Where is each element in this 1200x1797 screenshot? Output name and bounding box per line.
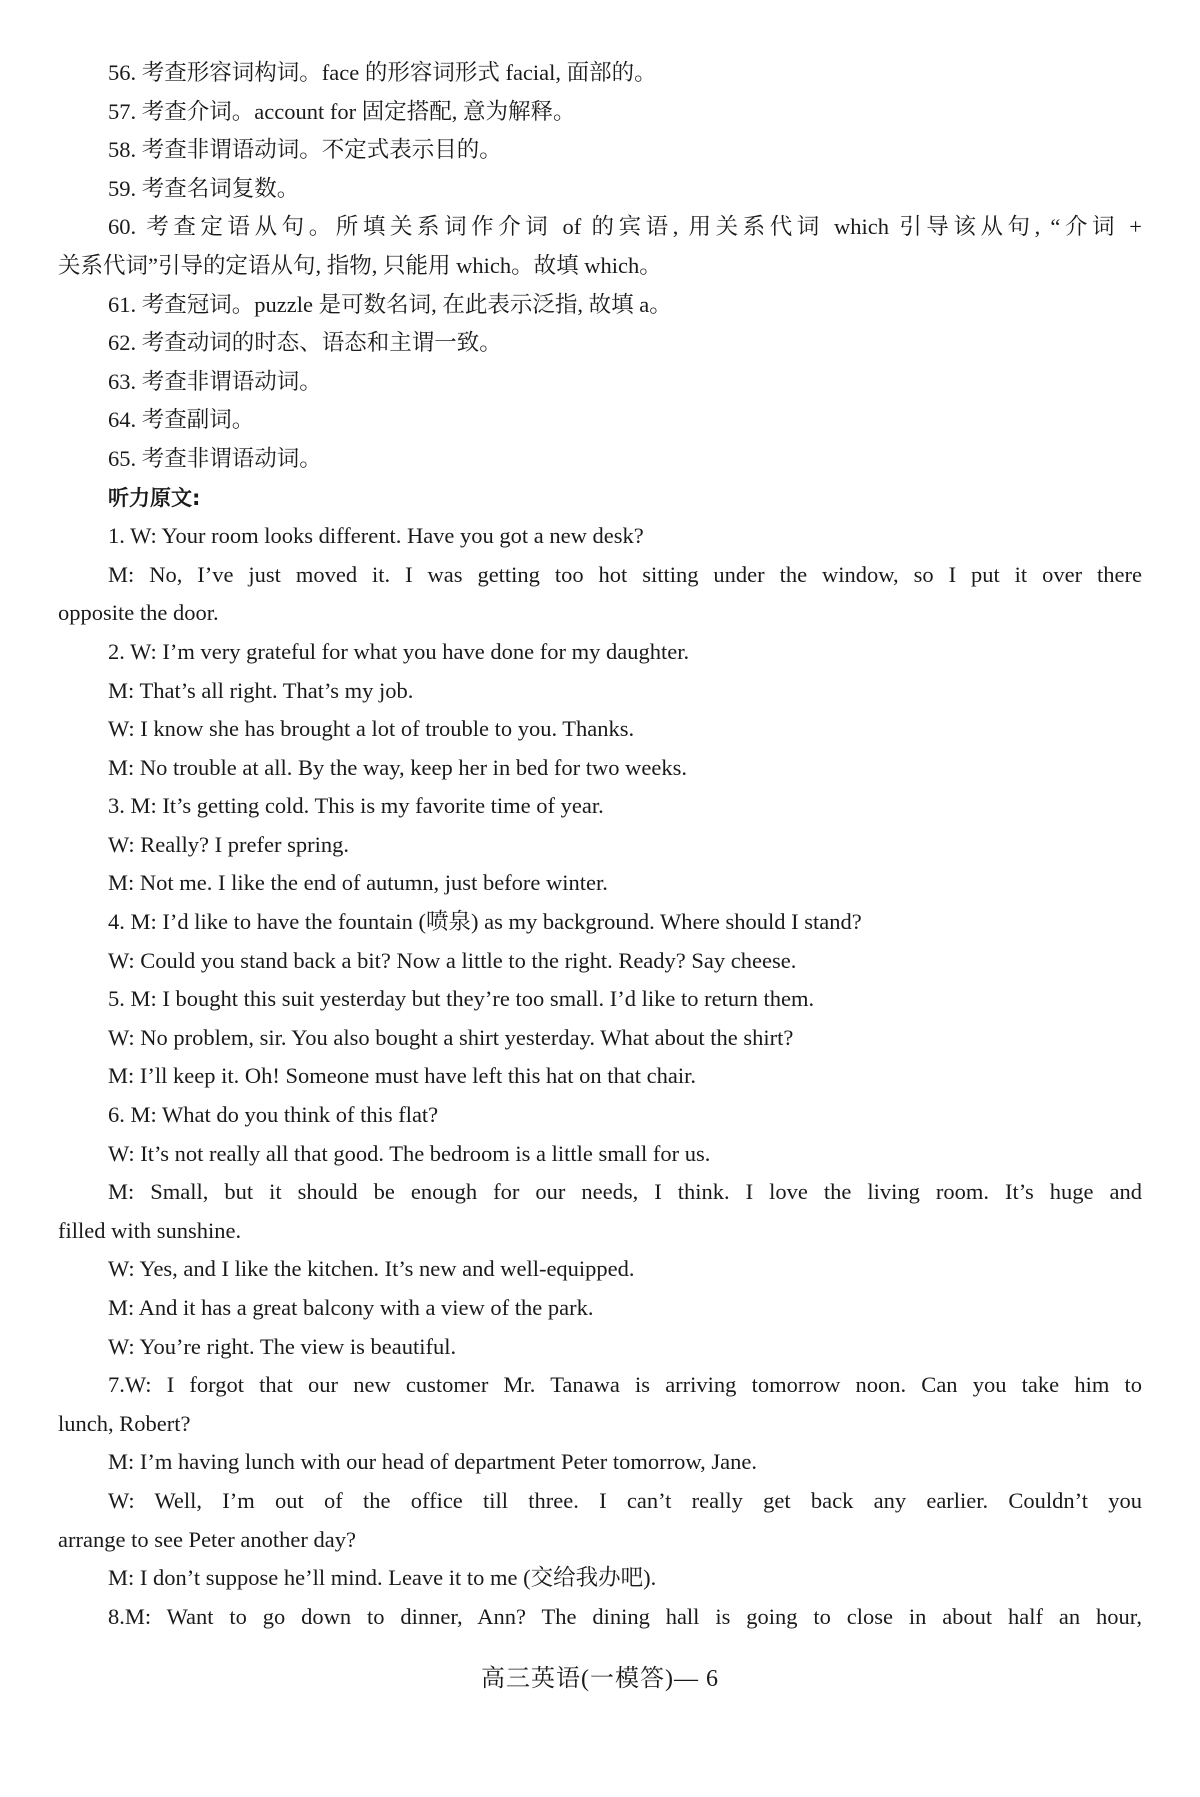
text-line: W: I know she has brought a lot of trouble to you. Thanks. <box>108 716 635 742</box>
text-line: 3. M: It’s getting cold. This is my favorite time of year. <box>108 793 604 819</box>
text-line: 6. M: What do you think of this flat? <box>108 1102 439 1128</box>
text-line: 64. 考查副词。 <box>108 407 255 433</box>
text-line: W: Could you stand back a bit? Now a little to the right. Ready? Say cheese. <box>108 947 797 973</box>
text-line: M: No trouble at all. By the way, keep her in bed for two weeks. <box>108 754 688 780</box>
text-line: M: I’m having lunch with our head of department Peter tomorrow, Jane. <box>108 1449 757 1475</box>
text-line: 关系代词”引导的定语从句, 指物, 只能用 which。故填 which。 <box>58 252 662 278</box>
text-line: M: No, I’ve just moved it. I was getting too hot sitting under the window, so I put it over there <box>108 561 1142 587</box>
text-line: lunch, Robert? <box>58 1410 191 1436</box>
text-line: 56. 考查形容词构词。face 的形容词形式 facial, 面部的。 <box>108 60 657 85</box>
text-line: W: Yes, and I like the kitchen. It’s new and well-equipped. <box>108 1256 635 1282</box>
text-line: 59. 考查名词复数。 <box>108 175 300 201</box>
text-line: W: You’re right. The view is beautiful. <box>108 1333 457 1359</box>
text-line: M: I’ll keep it. Oh! Someone must have left this hat on that chair. <box>108 1063 696 1089</box>
text-line: M: I don’t suppose he’ll mind. Leave it to me (交给我办吧). <box>108 1565 657 1591</box>
text-line: 63. 考查非谓语动词。 <box>108 368 322 394</box>
page-footer: 高三英语(一模答)— 6 <box>481 1666 719 1692</box>
document-body <box>58 54 1142 1636</box>
text-line: W: Really? I prefer spring. <box>108 831 349 857</box>
text-line: W: No problem, sir. You also bought a shirt yesterday. What about the shirt? <box>108 1024 794 1050</box>
text-line: 5. M: I bought this suit yesterday but they’re too small. I’d like to return them. <box>108 986 815 1012</box>
text-line: 1. W: Your room looks different. Have you got a new desk? <box>108 523 644 549</box>
text-line: 61. 考查冠词。puzzle 是可数名词, 在此表示泛指, 故填 a。 <box>108 291 672 317</box>
text-line: 58. 考查非谓语动词。不定式表示目的。 <box>108 137 502 163</box>
text-line: W: Well, I’m out of the office till three. I can’t really get back any earlier. Couldn’t you <box>108 1487 1142 1513</box>
text-line: W: It’s not really all that good. The bedroom is a little small for us. <box>108 1140 711 1166</box>
text-line: M: And it has a great balcony with a view of the park. <box>108 1295 594 1320</box>
text-line: M: Small, but it should be enough for our needs, I think. I love the living room. It’s huge and <box>108 1179 1142 1205</box>
text-line: 62. 考查动词的时态、语态和主谓一致。 <box>108 330 502 356</box>
text-line: filled with sunshine. <box>58 1217 242 1243</box>
text-line: M: Not me. I like the end of autumn, just before winter. <box>108 870 608 896</box>
section-heading: 听力原文: <box>108 485 201 510</box>
text-line: opposite the door. <box>58 600 219 626</box>
text-line: 65. 考查非谓语动词。 <box>108 445 322 471</box>
text-line: arrange to see Peter another day? <box>58 1526 356 1552</box>
text-line: 2. W: I’m very grateful for what you have done for my daughter. <box>108 638 690 664</box>
text-line: 8.M: Want to go down to dinner, Ann? The dining hall is going to close in about half an hour, <box>108 1603 1142 1629</box>
text-line: 57. 考查介词。account for 固定搭配, 意为解释。 <box>108 98 576 124</box>
text-line: M: That’s all right. That’s my job. <box>108 677 414 703</box>
text-line: 7.W: I forgot that our new customer Mr. Tanawa is arriving tomorrow noon. Can you take him to <box>108 1372 1142 1398</box>
text-line: 4. M: I’d like to have the fountain (喷泉) as my background. Where should I stand? <box>108 909 862 935</box>
text-line: 60. 考查定语从句。所填关系词作介词 of 的宾语, 用关系代词 which 引导该从句, “介词 + <box>108 214 1142 240</box>
